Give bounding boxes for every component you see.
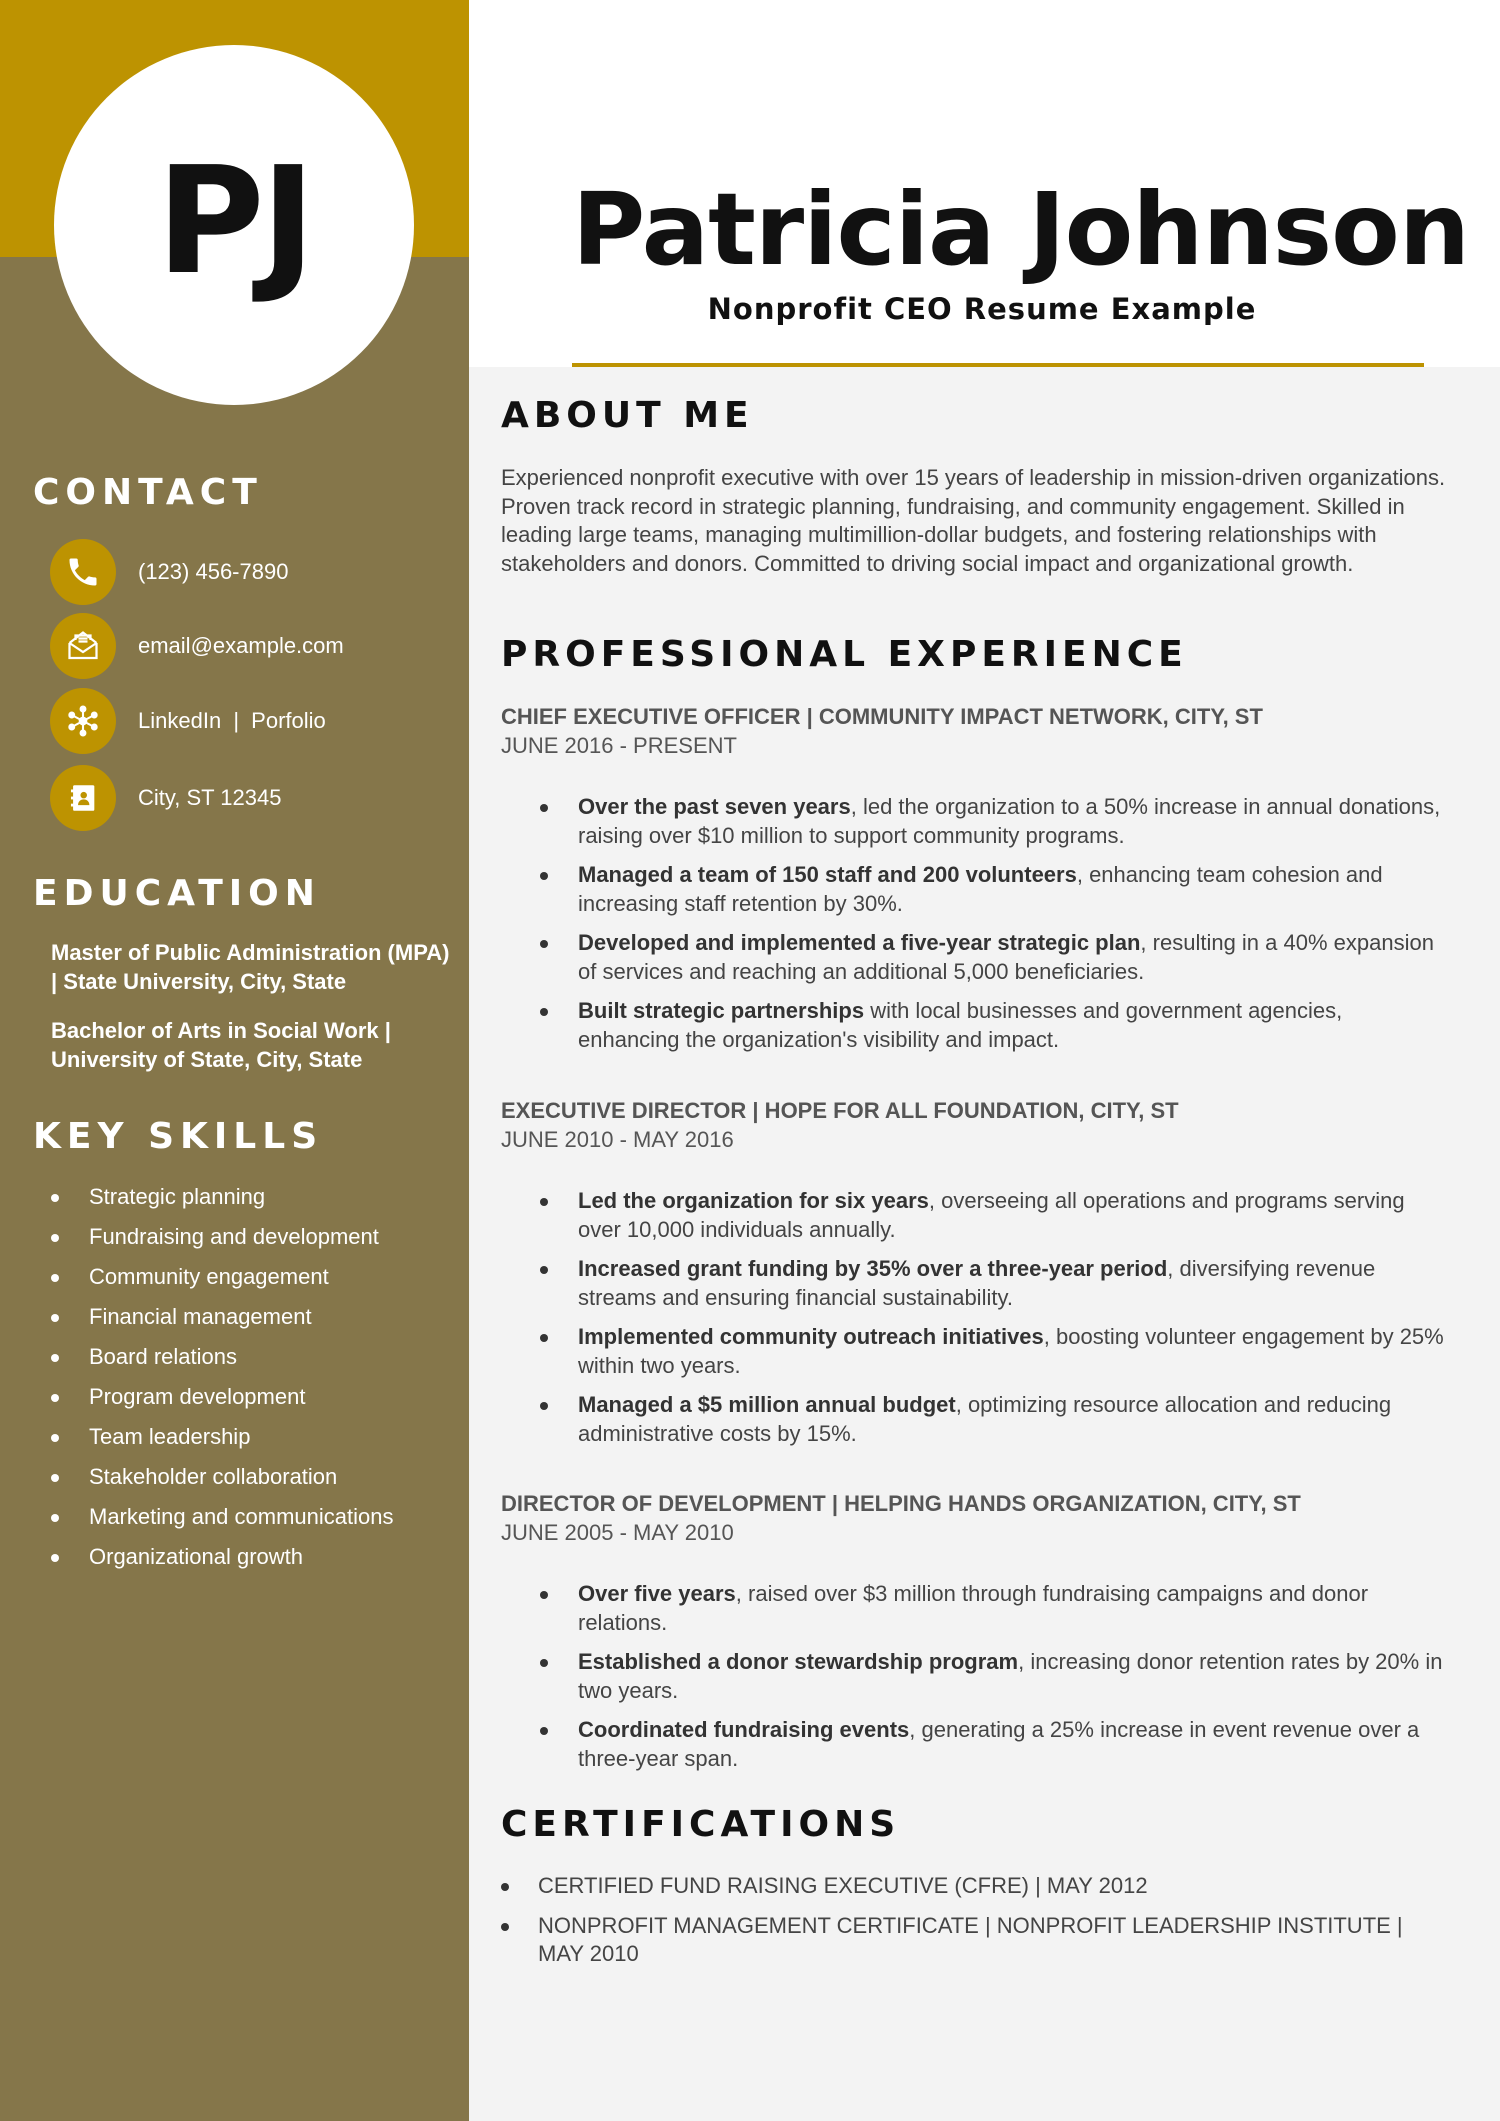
job-title: CHIEF EXECUTIVE OFFICER | COMMUNITY IMPACT NETWORK, CITY, ST	[501, 704, 1263, 729]
job-bullet: Implemented community outreach initiatives, boosting volunteer engagement by 25% within two years.	[539, 1323, 1449, 1380]
header-divider	[572, 363, 1424, 367]
about-heading: ABOUT ME	[501, 395, 754, 436]
job-bullet: Managed a team of 150 staff and 200 volunteers, enhancing team cohesion and increasing staff retention by 30%.	[539, 861, 1449, 918]
skill-item: Fundraising and development	[50, 1217, 393, 1257]
skill-item: Financial management	[50, 1297, 393, 1337]
certifications-list	[500, 1872, 1450, 1980]
certification-item: NONPROFIT MANAGEMENT CERTIFICATE | NONPROFIT LEADERSHIP INSTITUTE | MAY 2010	[500, 1912, 1450, 1969]
skills-heading: KEY SKILLS	[33, 1116, 324, 1157]
education-item: Bachelor of Arts in Social Work | University of State, City, State	[51, 1018, 391, 1072]
job-bullets	[539, 1580, 1449, 1784]
skill-item: Community engagement	[50, 1257, 393, 1297]
phone-number: (123) 456-7890	[138, 559, 289, 584]
contact-phone	[50, 539, 288, 605]
job-bullets	[539, 1187, 1449, 1459]
contact-address	[50, 765, 281, 831]
sidebar	[0, 0, 469, 2121]
job-bullet: Established a donor stewardship program, increasing donor retention rates by 20% in two years.	[539, 1648, 1449, 1705]
job-bullet: Over five years, raised over $3 million through fundraising campaigns and donor relations.	[539, 1580, 1449, 1637]
first-name: Patricia	[572, 171, 995, 288]
envelope-icon	[50, 613, 116, 679]
certifications-heading: CERTIFICATIONS	[501, 1804, 901, 1845]
job-bullets	[539, 793, 1449, 1065]
skill-item: Program development	[50, 1377, 393, 1417]
full-name	[572, 170, 1470, 290]
about-text: Experienced nonprofit executive with over 15 years of leadership in mission-driven organizations. Proven track record in strategic planning, fundraising, and community engagement. Skilled in leading large teams, managing multimillion-dollar budgets, and fostering relationships with stakeholders and donors. Committed to driving social impact and organizational growth.	[501, 465, 1446, 576]
skill-item: Team leadership	[50, 1417, 393, 1457]
contact-card-icon	[50, 765, 116, 831]
job-dates: JUNE 2005 - MAY 2010	[501, 1520, 734, 1545]
job-bullet: Coordinated fundraising events, generating a 25% increase in event revenue over a three-year span.	[539, 1716, 1449, 1773]
phone-icon	[50, 539, 116, 605]
certification-item: CERTIFIED FUND RAISING EXECUTIVE (CFRE) | MAY 2012	[500, 1872, 1450, 1901]
contact-email	[50, 613, 344, 679]
portfolio-link[interactable]: Porfolio	[251, 708, 326, 733]
job-bullet: Over the past seven years, led the organization to a 50% increase in annual donations, raising over $10 million to support community programs.	[539, 793, 1449, 850]
monogram-avatar	[54, 45, 414, 405]
monogram-initials: PJ	[156, 135, 312, 307]
contact-heading: CONTACT	[33, 472, 263, 513]
resume-subtitle: Nonprofit CEO Resume Example	[707, 292, 1257, 326]
skill-item: Strategic planning	[50, 1177, 393, 1217]
address-text: City, ST 12345	[138, 785, 282, 810]
link-separator: |	[233, 708, 240, 733]
job-dates: JUNE 2010 - MAY 2016	[501, 1127, 734, 1152]
skill-item: Stakeholder collaboration	[50, 1457, 393, 1497]
education-heading: EDUCATION	[33, 873, 321, 914]
contact-links	[50, 688, 326, 754]
skill-item: Marketing and communications	[50, 1497, 393, 1537]
job-dates: JUNE 2016 - PRESENT	[501, 733, 737, 758]
job-bullet: Led the organization for six years, overseeing all operations and programs serving over 10,000 individuals annually.	[539, 1187, 1449, 1244]
skill-item: Board relations	[50, 1337, 393, 1377]
skill-item: Organizational growth	[50, 1537, 393, 1577]
job-title: EXECUTIVE DIRECTOR | HOPE FOR ALL FOUNDATION, CITY, ST	[501, 1098, 1179, 1123]
job-title: DIRECTOR OF DEVELOPMENT | HELPING HANDS ORGANIZATION, CITY, ST	[501, 1491, 1301, 1516]
email-address[interactable]: email@example.com	[138, 633, 344, 658]
last-name: Johnson	[1028, 171, 1470, 288]
education-item: Master of Public Administration (MPA) | State University, City, State	[51, 940, 450, 994]
linkedin-link[interactable]: LinkedIn	[138, 708, 222, 733]
job-bullet: Increased grant funding by 35% over a three-year period, diversifying revenue streams and ensuring financial sustainability.	[539, 1255, 1449, 1312]
skills-list	[50, 1177, 393, 1577]
job-bullet: Developed and implemented a five-year strategic plan, resulting in a 40% expansion of services and reaching an additional 5,000 beneficiaries.	[539, 929, 1449, 986]
job-bullet: Managed a $5 million annual budget, optimizing resource allocation and reducing administrative costs by 15%.	[539, 1391, 1449, 1448]
experience-heading: PROFESSIONAL EXPERIENCE	[501, 634, 1188, 675]
network-icon	[50, 688, 116, 754]
job-bullet: Built strategic partnerships with local businesses and government agencies, enhancing the organization's visibility and impact.	[539, 997, 1449, 1054]
